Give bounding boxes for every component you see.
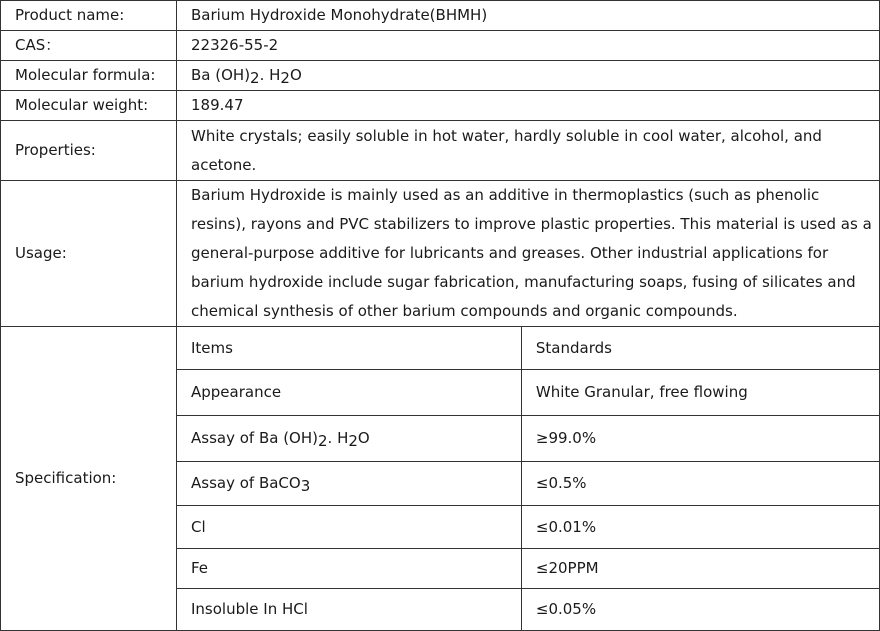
label-properties: Properties:	[1, 121, 177, 181]
label-usage: Usage:	[1, 181, 177, 327]
label-specification: Specification:	[1, 327, 177, 631]
specification-cell	[177, 327, 880, 631]
spec-row	[177, 415, 879, 461]
label-formula: Molecular formula:	[1, 61, 177, 91]
spec-standard-assay-bh: ≥99.0%	[521, 415, 879, 461]
spec-item-assay-baco3	[177, 461, 521, 505]
spec-standard-assay-baco3: ≤0.5%	[521, 461, 879, 505]
row-cas	[1, 31, 880, 61]
specification-table	[177, 327, 879, 630]
spec-item-cl: Cl	[177, 505, 521, 548]
row-product-name	[1, 1, 880, 31]
formula-part: Assay of BaCO	[191, 474, 301, 492]
formula-part: Assay of Ba (OH)	[191, 429, 318, 447]
row-weight	[1, 91, 880, 121]
spec-row	[177, 548, 879, 588]
spec-item-fe: Fe	[177, 548, 521, 588]
row-specification	[1, 327, 880, 631]
row-properties	[1, 121, 880, 181]
spec-row	[177, 505, 879, 548]
spec-header-standards: Standards	[521, 327, 879, 369]
spec-item-appearance: Appearance	[177, 369, 521, 415]
label-cas: CAS：	[1, 31, 177, 61]
formula-part: . H	[259, 66, 281, 84]
label-weight: Molecular weight:	[1, 91, 177, 121]
spec-item-assay-bh	[177, 415, 521, 461]
value-usage: Barium Hydroxide is mainly used as an additive in thermoplastics (such as phenolic resins), rayons and PVC stabilizers to improve plastic properties. This material is used as a general-purpose additive for lubricants and greases. Other industrial applications for barium hydroxide include sugar fabrication, manufacturing soaps, fusing of silicates and chemical synthesis of other barium compounds and organic compounds.	[177, 181, 880, 327]
spec-row	[177, 461, 879, 505]
formula-part: O	[357, 429, 370, 447]
spec-standard-fe: ≤20PPM	[521, 548, 879, 588]
spec-standard-appearance: White Granular, free flowing	[521, 369, 879, 415]
formula-subscript: 2	[250, 69, 260, 87]
row-formula	[1, 61, 880, 91]
spec-standard-insoluble: ≤0.05%	[521, 588, 879, 630]
spec-row	[177, 369, 879, 415]
spec-item-insoluble: Insoluble In HCl	[177, 588, 521, 630]
formula-subscript: 2	[318, 432, 328, 450]
spec-standard-cl: ≤0.01%	[521, 505, 879, 548]
formula-subscript: 2	[348, 432, 358, 450]
value-properties: White crystals; easily soluble in hot water, hardly soluble in cool water, alcohol, and acetone.	[177, 121, 880, 181]
formula-subscript: 3	[300, 477, 311, 495]
formula-part: . H	[327, 429, 349, 447]
value-cas: 22326-55-2	[177, 31, 880, 61]
value-product-name: Barium Hydroxide Monohydrate(BHMH)	[177, 1, 880, 31]
formula-part: Ba (OH)	[191, 66, 251, 84]
formula-part: O	[289, 66, 302, 84]
formula-subscript: 2	[280, 69, 290, 87]
value-formula	[177, 61, 880, 91]
row-usage	[1, 181, 880, 327]
spec-row	[177, 588, 879, 630]
spec-header-items: Items	[177, 327, 521, 369]
label-product-name: Product name:	[1, 1, 177, 31]
value-weight: 189.47	[177, 91, 880, 121]
spec-header-row	[177, 327, 879, 369]
